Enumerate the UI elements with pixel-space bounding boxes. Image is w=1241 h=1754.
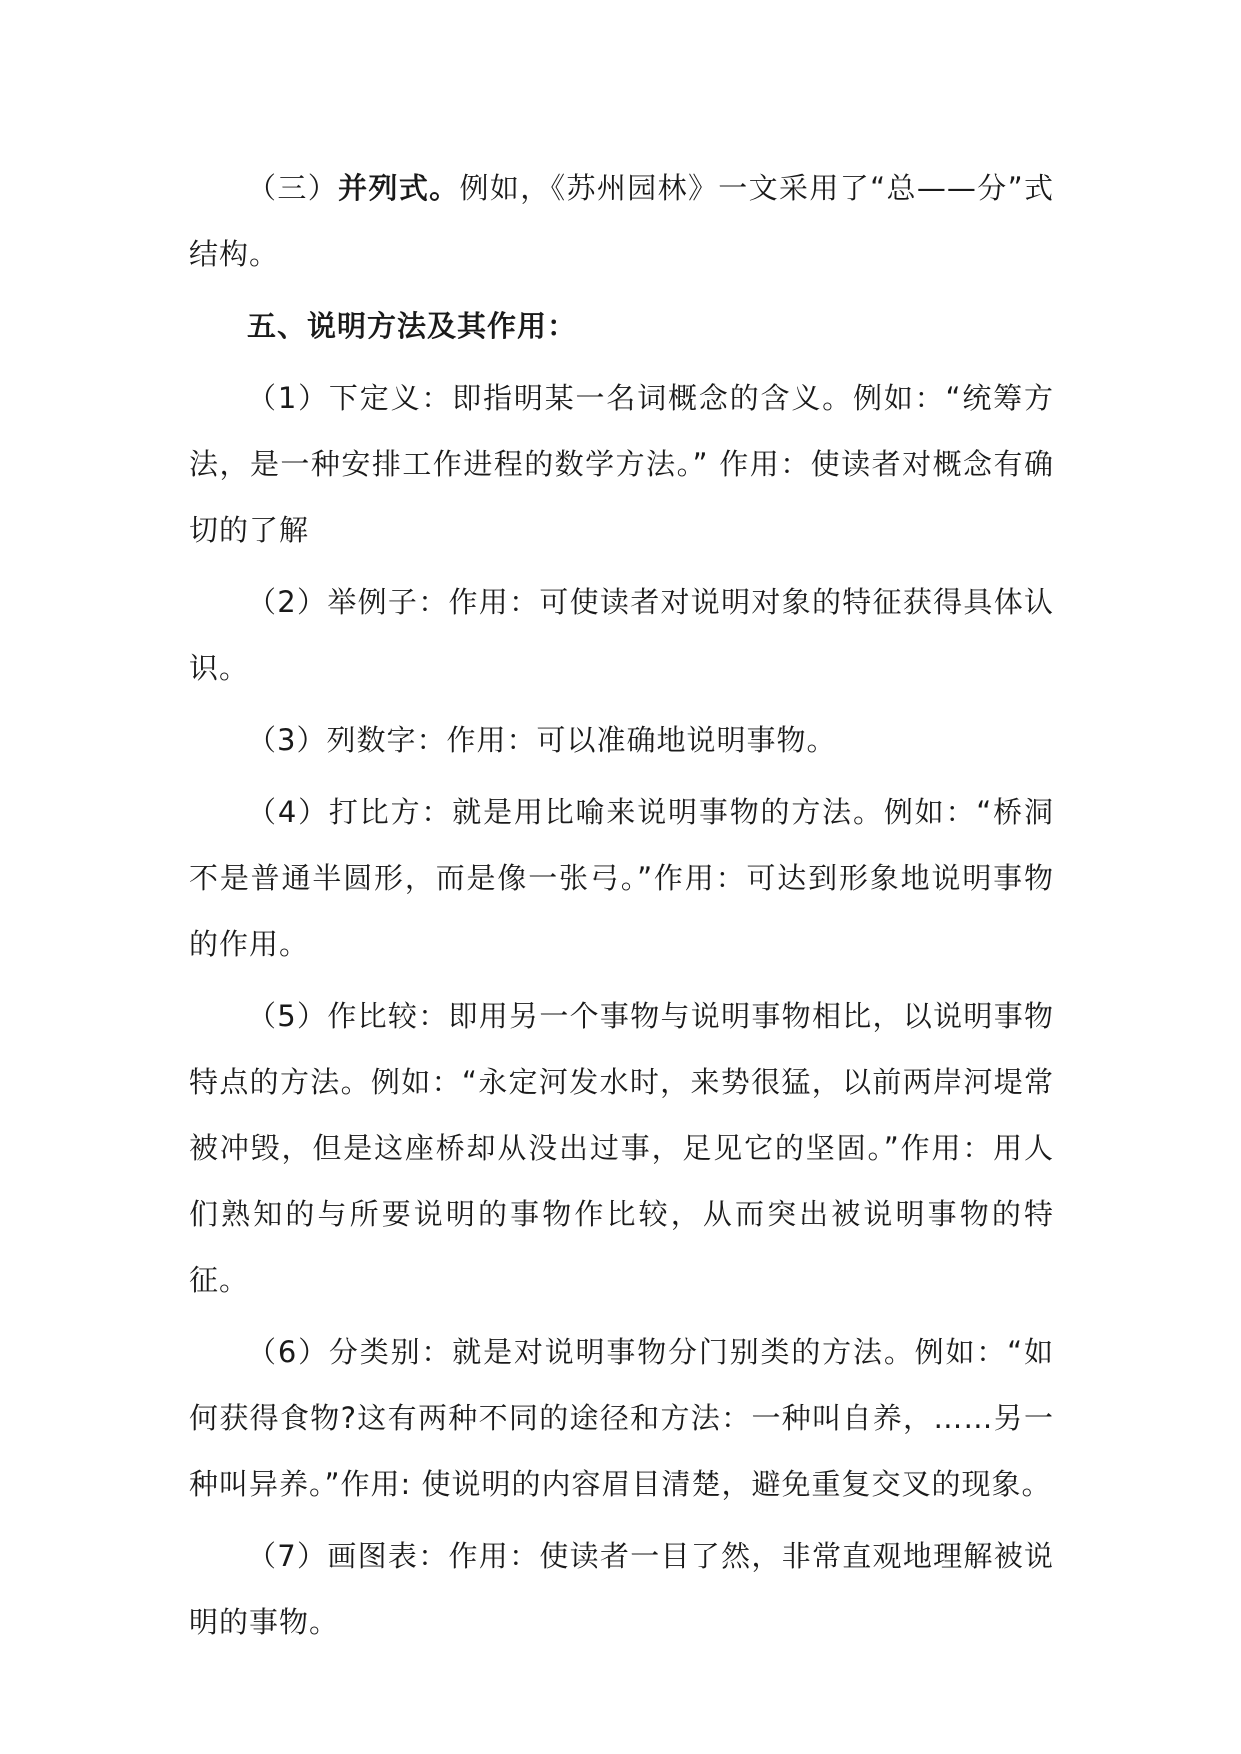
document-body [189,155,1054,1661]
paragraph-text: 例如，《苏州园林》一文采用了“总——分”式结构。 [189,171,1054,271]
method-item-6: （6）分类别：就是对说明事物分门别类的方法。例如：“如何获得食物?这有两种不同的途径和方法：一种叫自养，……另一种叫异养。”作用: 使说明的内容眉目清楚，避免重复交叉的现象。 [189,1335,1054,1501]
section-heading: 五、说明方法及其作用： [247,309,578,343]
paragraph-prefix: （三） [247,171,339,205]
paragraph-parallel-structure [189,155,1054,287]
method-item-5: （5）作比较：即用另一个事物与说明事物相比，以说明事物特点的方法。例如：“永定河发水时，来势很猛，以前两岸河堤常被冲毁，但是这座桥却从没出过事，足见它的坚固。”作用：用人们熟知的与所要说明的事物作比较，从而突出被说明事物的特征。 [189,999,1054,1297]
method-item-2: （2）举例子：作用：可使读者对说明对象的特征获得具体认识。 [189,585,1054,685]
method-item-4: （4）打比方：就是用比喻来说明事物的方法。例如：“桥洞不是普通半圆形，而是像一张弓。”作用：可达到形象地说明事物的作用。 [189,795,1054,961]
method-item-7: （7）画图表：作用：使读者一目了然，非常直观地理解被说明的事物。 [189,1539,1054,1639]
paragraph-bold-term: 并列式。 [338,171,460,205]
method-item-1: （1）下定义：即指明某一名词概念的含义。例如：“统筹方法，是一种安排工作进程的数学方法。” 作用：使读者对概念有确切的了解 [189,381,1054,547]
method-item-3: （3）列数字：作用：可以准确地说明事物。 [247,723,837,757]
